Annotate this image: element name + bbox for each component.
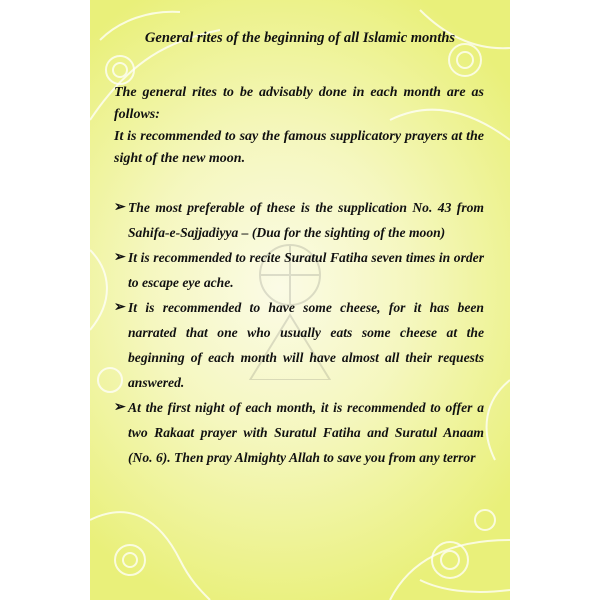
arrow-bullet-icon: ➢ [114,300,126,315]
list-item-text: The most preferable of these is the supplication No. 43 from Sahifa-e-Sajjadiyya – (Dua for the sighting of the moon) [128,200,484,240]
arrow-bullet-icon: ➢ [114,200,126,215]
list-item [114,295,484,395]
list-item-text: At the first night of each month, it is recommended to offer a two Rakaat prayer with Suratul Fatiha and Suratul Anaam (No. 6). Then pray Almighty Allah to save you from any terror [128,400,484,465]
intro-section [114,82,484,170]
list-item [114,195,484,245]
intro-paragraph: The general rites to be advisably done in each month are as follows: [114,85,484,122]
arrow-bullet-icon: ➢ [114,250,126,265]
rites-list [114,195,484,470]
page-sheet [90,0,510,600]
list-item [114,395,484,470]
intro-paragraph: It is recommended to say the famous supplicatory prayers at the sight of the new moon. [114,129,484,166]
arrow-bullet-icon: ➢ [114,400,126,415]
page-title: General rites of the beginning of all Islamic months [144,30,456,46]
list-item-text: It is recommended to have some cheese, for it has been narrated that one who usually eats some cheese at the beginning of each month will have almost all their requests answered. [128,300,484,390]
list-item [114,245,484,295]
list-item-text: It is recommended to recite Suratul Fatiha seven times in order to escape eye ache. [128,250,484,290]
